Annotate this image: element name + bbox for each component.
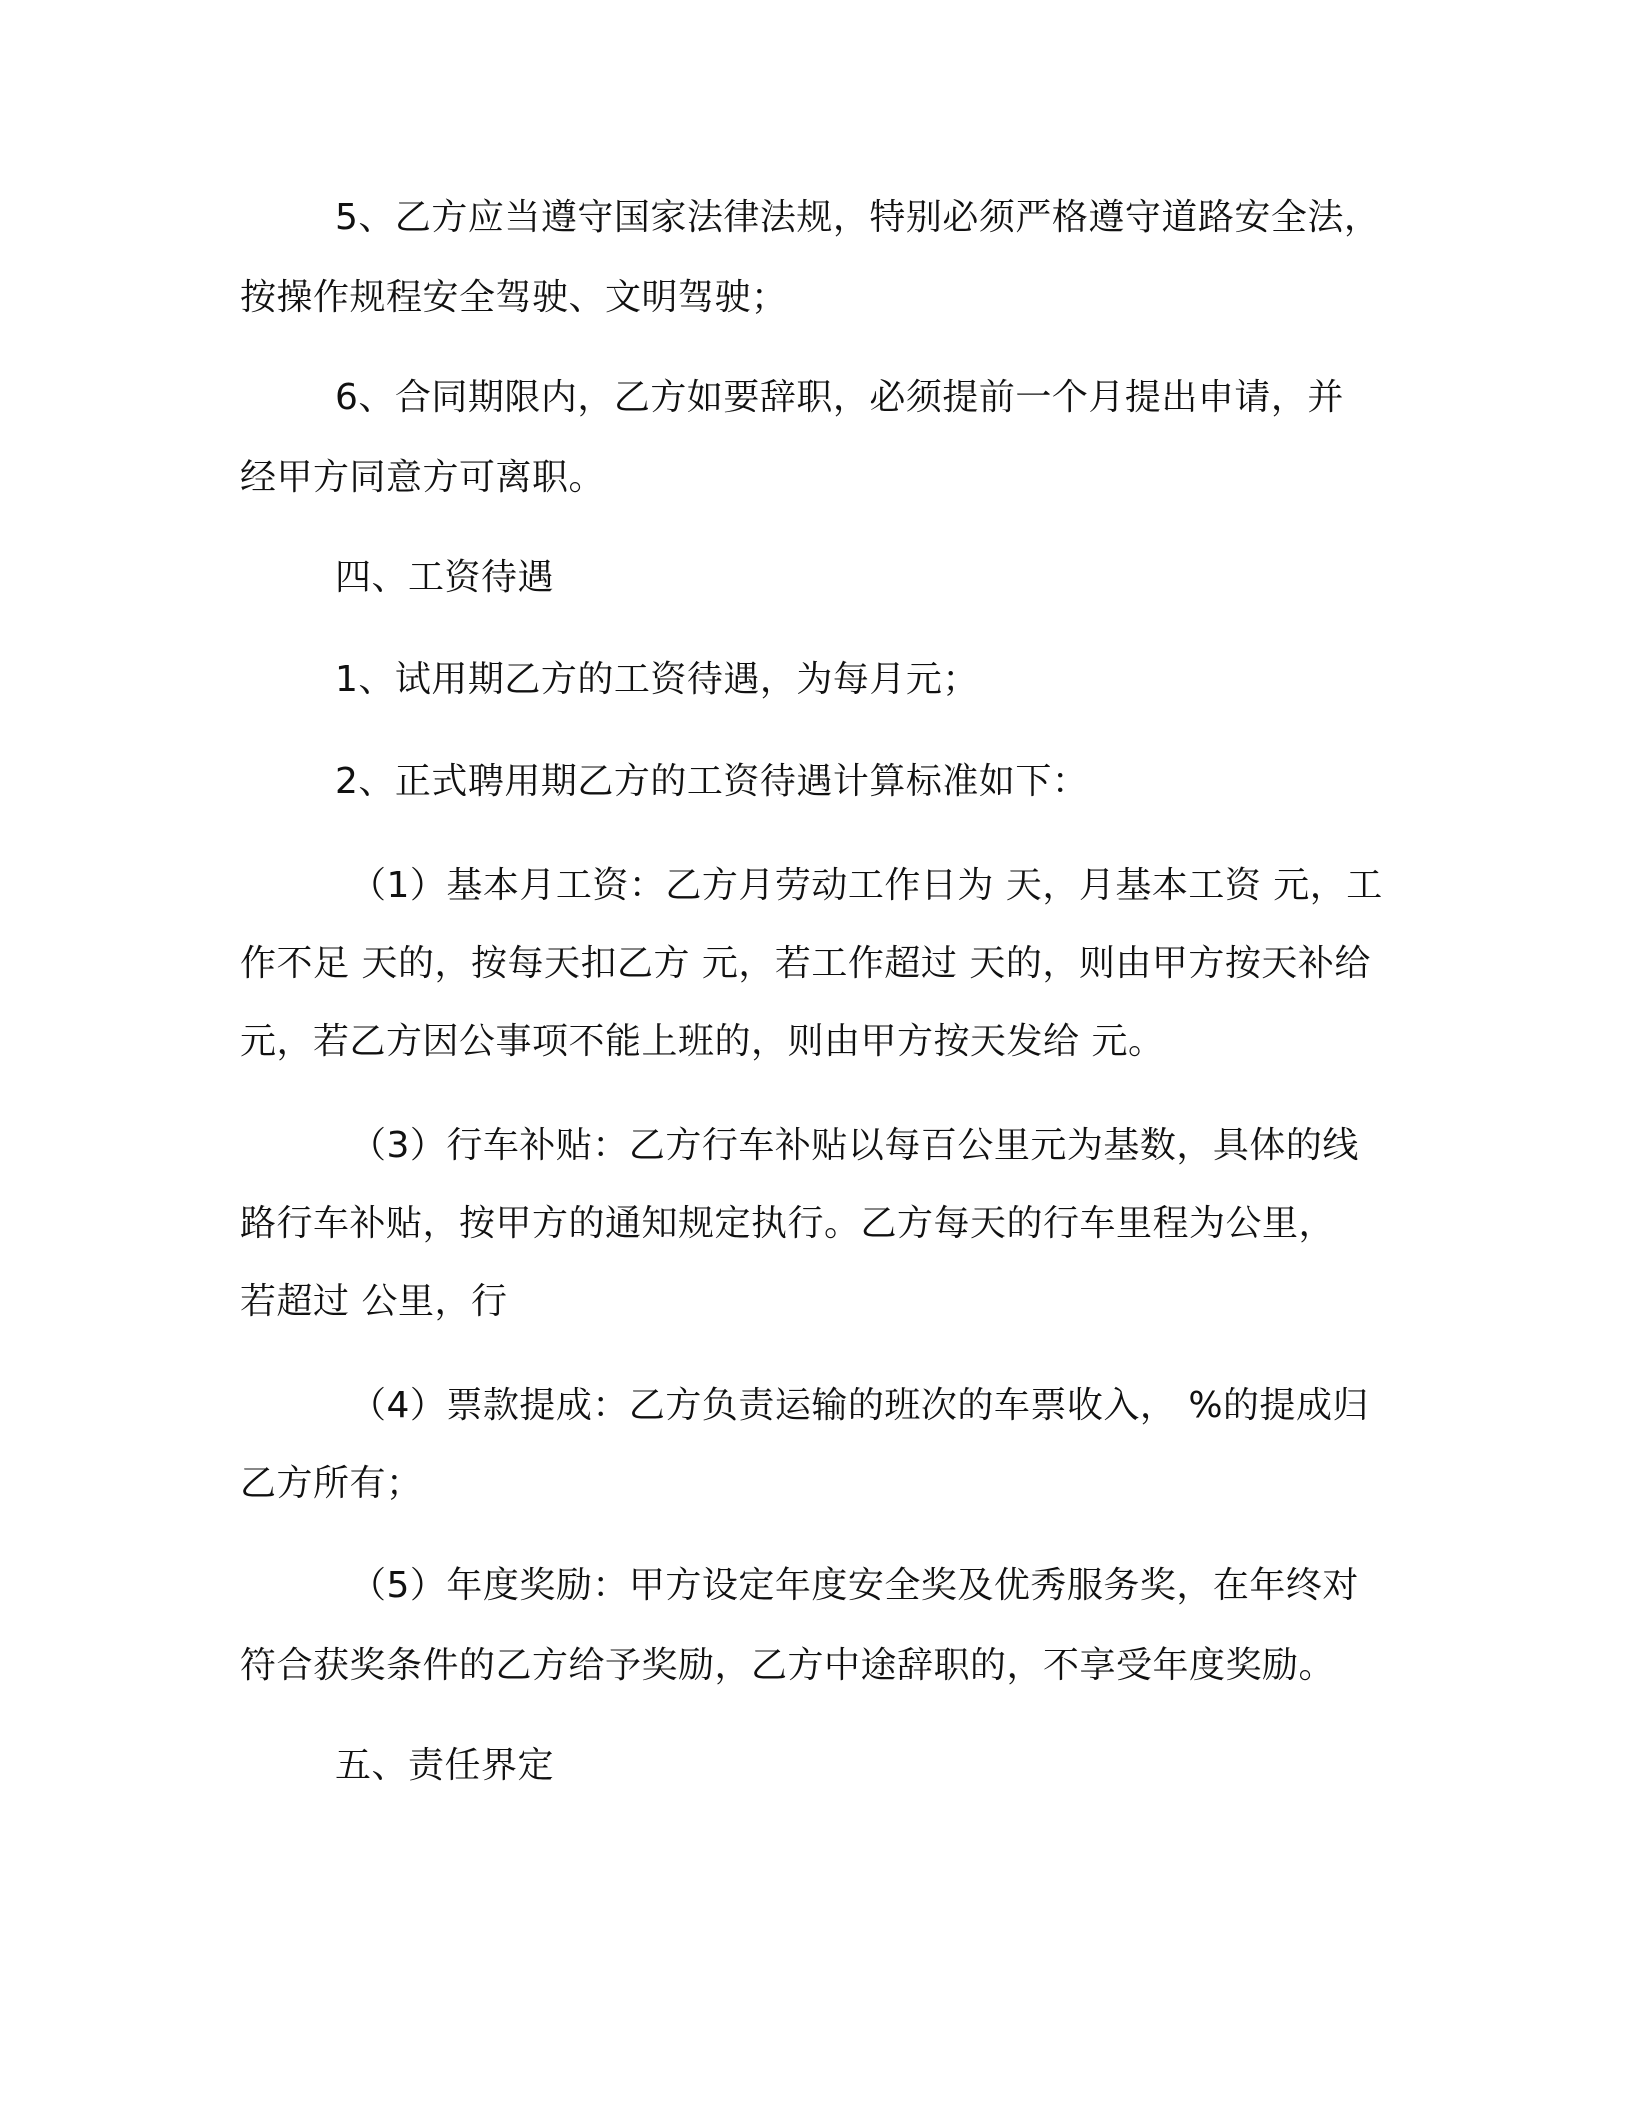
section-5-heading: 五、责任界定	[335, 1745, 555, 1786]
wage-basic-line-3: 元，若乙方因公事项不能上班的，则由甲方按天发给 元。	[240, 1021, 1165, 1062]
wage-subsidy-line-3: 若超过 公里，行	[240, 1281, 508, 1322]
wage-subsidy-line-2: 路行车补贴，按甲方的通知规定执行。乙方每天的行车里程为公里，	[240, 1203, 1336, 1244]
wage-subsidy-line-1: （3）行车补贴：乙方行车补贴以每百公里元为基数，具体的线	[350, 1125, 1359, 1166]
wage-basic-line-2: 作不足 天的，按每天扣乙方 元，若工作超过 天的，则由甲方按天补给	[240, 943, 1371, 984]
clause-5-line-1: 5、乙方应当遵守国家法律法规，特别必须严格遵守道路安全法，	[335, 197, 1381, 238]
wage-1-line: 1、试用期乙方的工资待遇，为每月元；	[335, 659, 979, 700]
clause-5-line-2: 按操作规程安全驾驶、文明驾驶；	[240, 277, 788, 318]
wage-commission-line-2: 乙方所有；	[240, 1463, 423, 1504]
wage-bonus-line-2: 符合获奖条件的乙方给予奖励，乙方中途辞职的，不享受年度奖励。	[240, 1645, 1336, 1686]
wage-basic-line-1: （1）基本月工资：乙方月劳动工作日为 天，月基本工资 元，工	[350, 865, 1383, 906]
section-4-heading: 四、工资待遇	[335, 557, 555, 598]
wage-2-line: 2、正式聘用期乙方的工资待遇计算标准如下：	[335, 761, 1089, 802]
wage-bonus-line-1: （5）年度奖励：甲方设定年度安全奖及优秀服务奖，在年终对	[350, 1565, 1359, 1606]
clause-6-line-2: 经甲方同意方可离职。	[240, 457, 606, 498]
wage-commission-line-1: （4）票款提成：乙方负责运输的班次的车票收入， %的提成归	[350, 1385, 1370, 1426]
clause-6-line-1: 6、合同期限内，乙方如要辞职，必须提前一个月提出申请，并	[335, 377, 1344, 418]
